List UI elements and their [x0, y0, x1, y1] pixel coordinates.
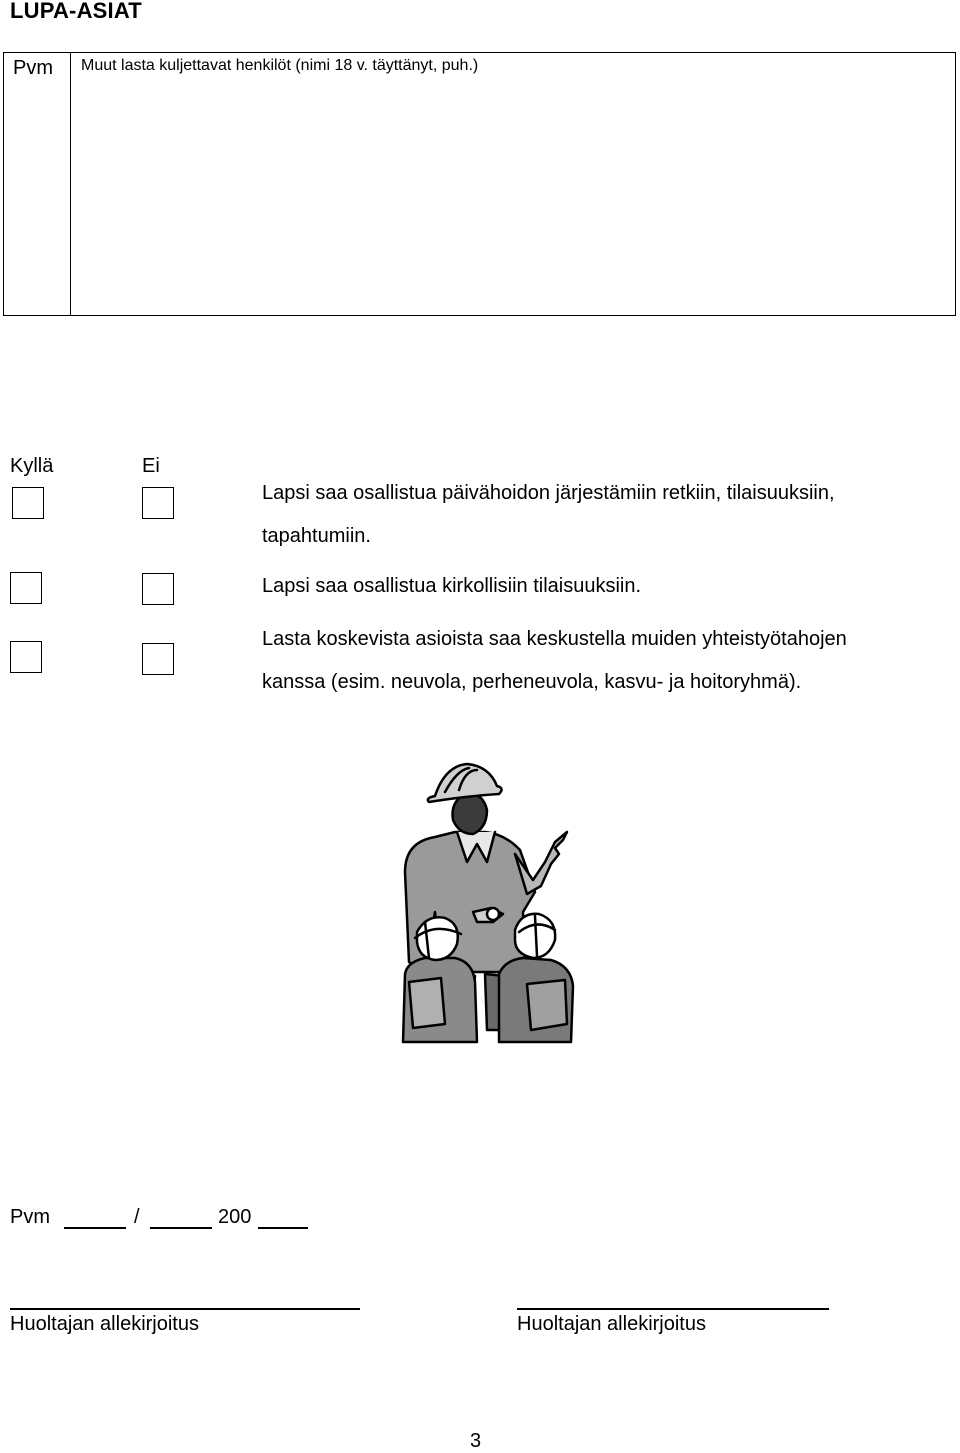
- signature-label-left: Huoltajan allekirjoitus: [10, 1313, 199, 1335]
- question-3-line2: kanssa (esim. neuvola, perheneuvola, kasvu- ja hoitoryhmä).: [262, 671, 802, 693]
- yes-header: Kyllä: [10, 455, 54, 477]
- date-separator: /: [134, 1206, 140, 1228]
- q3-yes-checkbox[interactable]: [10, 641, 42, 673]
- guide-with-children-illustration-icon: [395, 762, 580, 1044]
- question-3: [262, 618, 847, 704]
- question-2: [262, 565, 641, 608]
- date-day-blank[interactable]: [64, 1227, 126, 1229]
- no-header: Ei: [142, 455, 160, 477]
- q1-yes-checkbox[interactable]: [12, 487, 44, 519]
- date-year-prefix: 200: [218, 1206, 252, 1228]
- question-1-line2: tapahtumiin.: [262, 525, 371, 547]
- q1-no-checkbox[interactable]: [142, 487, 174, 519]
- date-label: Pvm: [10, 1206, 50, 1228]
- signature-line-left[interactable]: [10, 1308, 360, 1310]
- signature-line-right[interactable]: [517, 1308, 829, 1310]
- q2-no-checkbox[interactable]: [142, 573, 174, 605]
- drivers-table: [3, 52, 956, 316]
- date-year-blank[interactable]: [258, 1227, 308, 1229]
- table-header-drivers: Muut lasta kuljettavat henkilöt (nimi 18 v. täyttänyt, puh.): [81, 57, 479, 74]
- question-1-line1: Lapsi saa osallistua päivähoidon järjestämiin retkiin, tilaisuuksiin,: [262, 482, 835, 504]
- question-3-line1: Lasta koskevista asioista saa keskustella muiden yhteistyötahojen: [262, 628, 847, 650]
- question-2-line1: Lapsi saa osallistua kirkollisiin tilaisuuksiin.: [262, 575, 642, 597]
- q3-no-checkbox[interactable]: [142, 643, 174, 675]
- page-title: LUPA-ASIAT: [10, 0, 142, 23]
- question-1: [262, 472, 835, 558]
- signature-label-right: Huoltajan allekirjoitus: [517, 1313, 706, 1335]
- page-number: 3: [470, 1430, 482, 1452]
- table-header-date: Pvm: [13, 57, 53, 79]
- q2-yes-checkbox[interactable]: [10, 572, 42, 604]
- table-divider: [70, 53, 71, 315]
- date-month-blank[interactable]: [150, 1227, 212, 1229]
